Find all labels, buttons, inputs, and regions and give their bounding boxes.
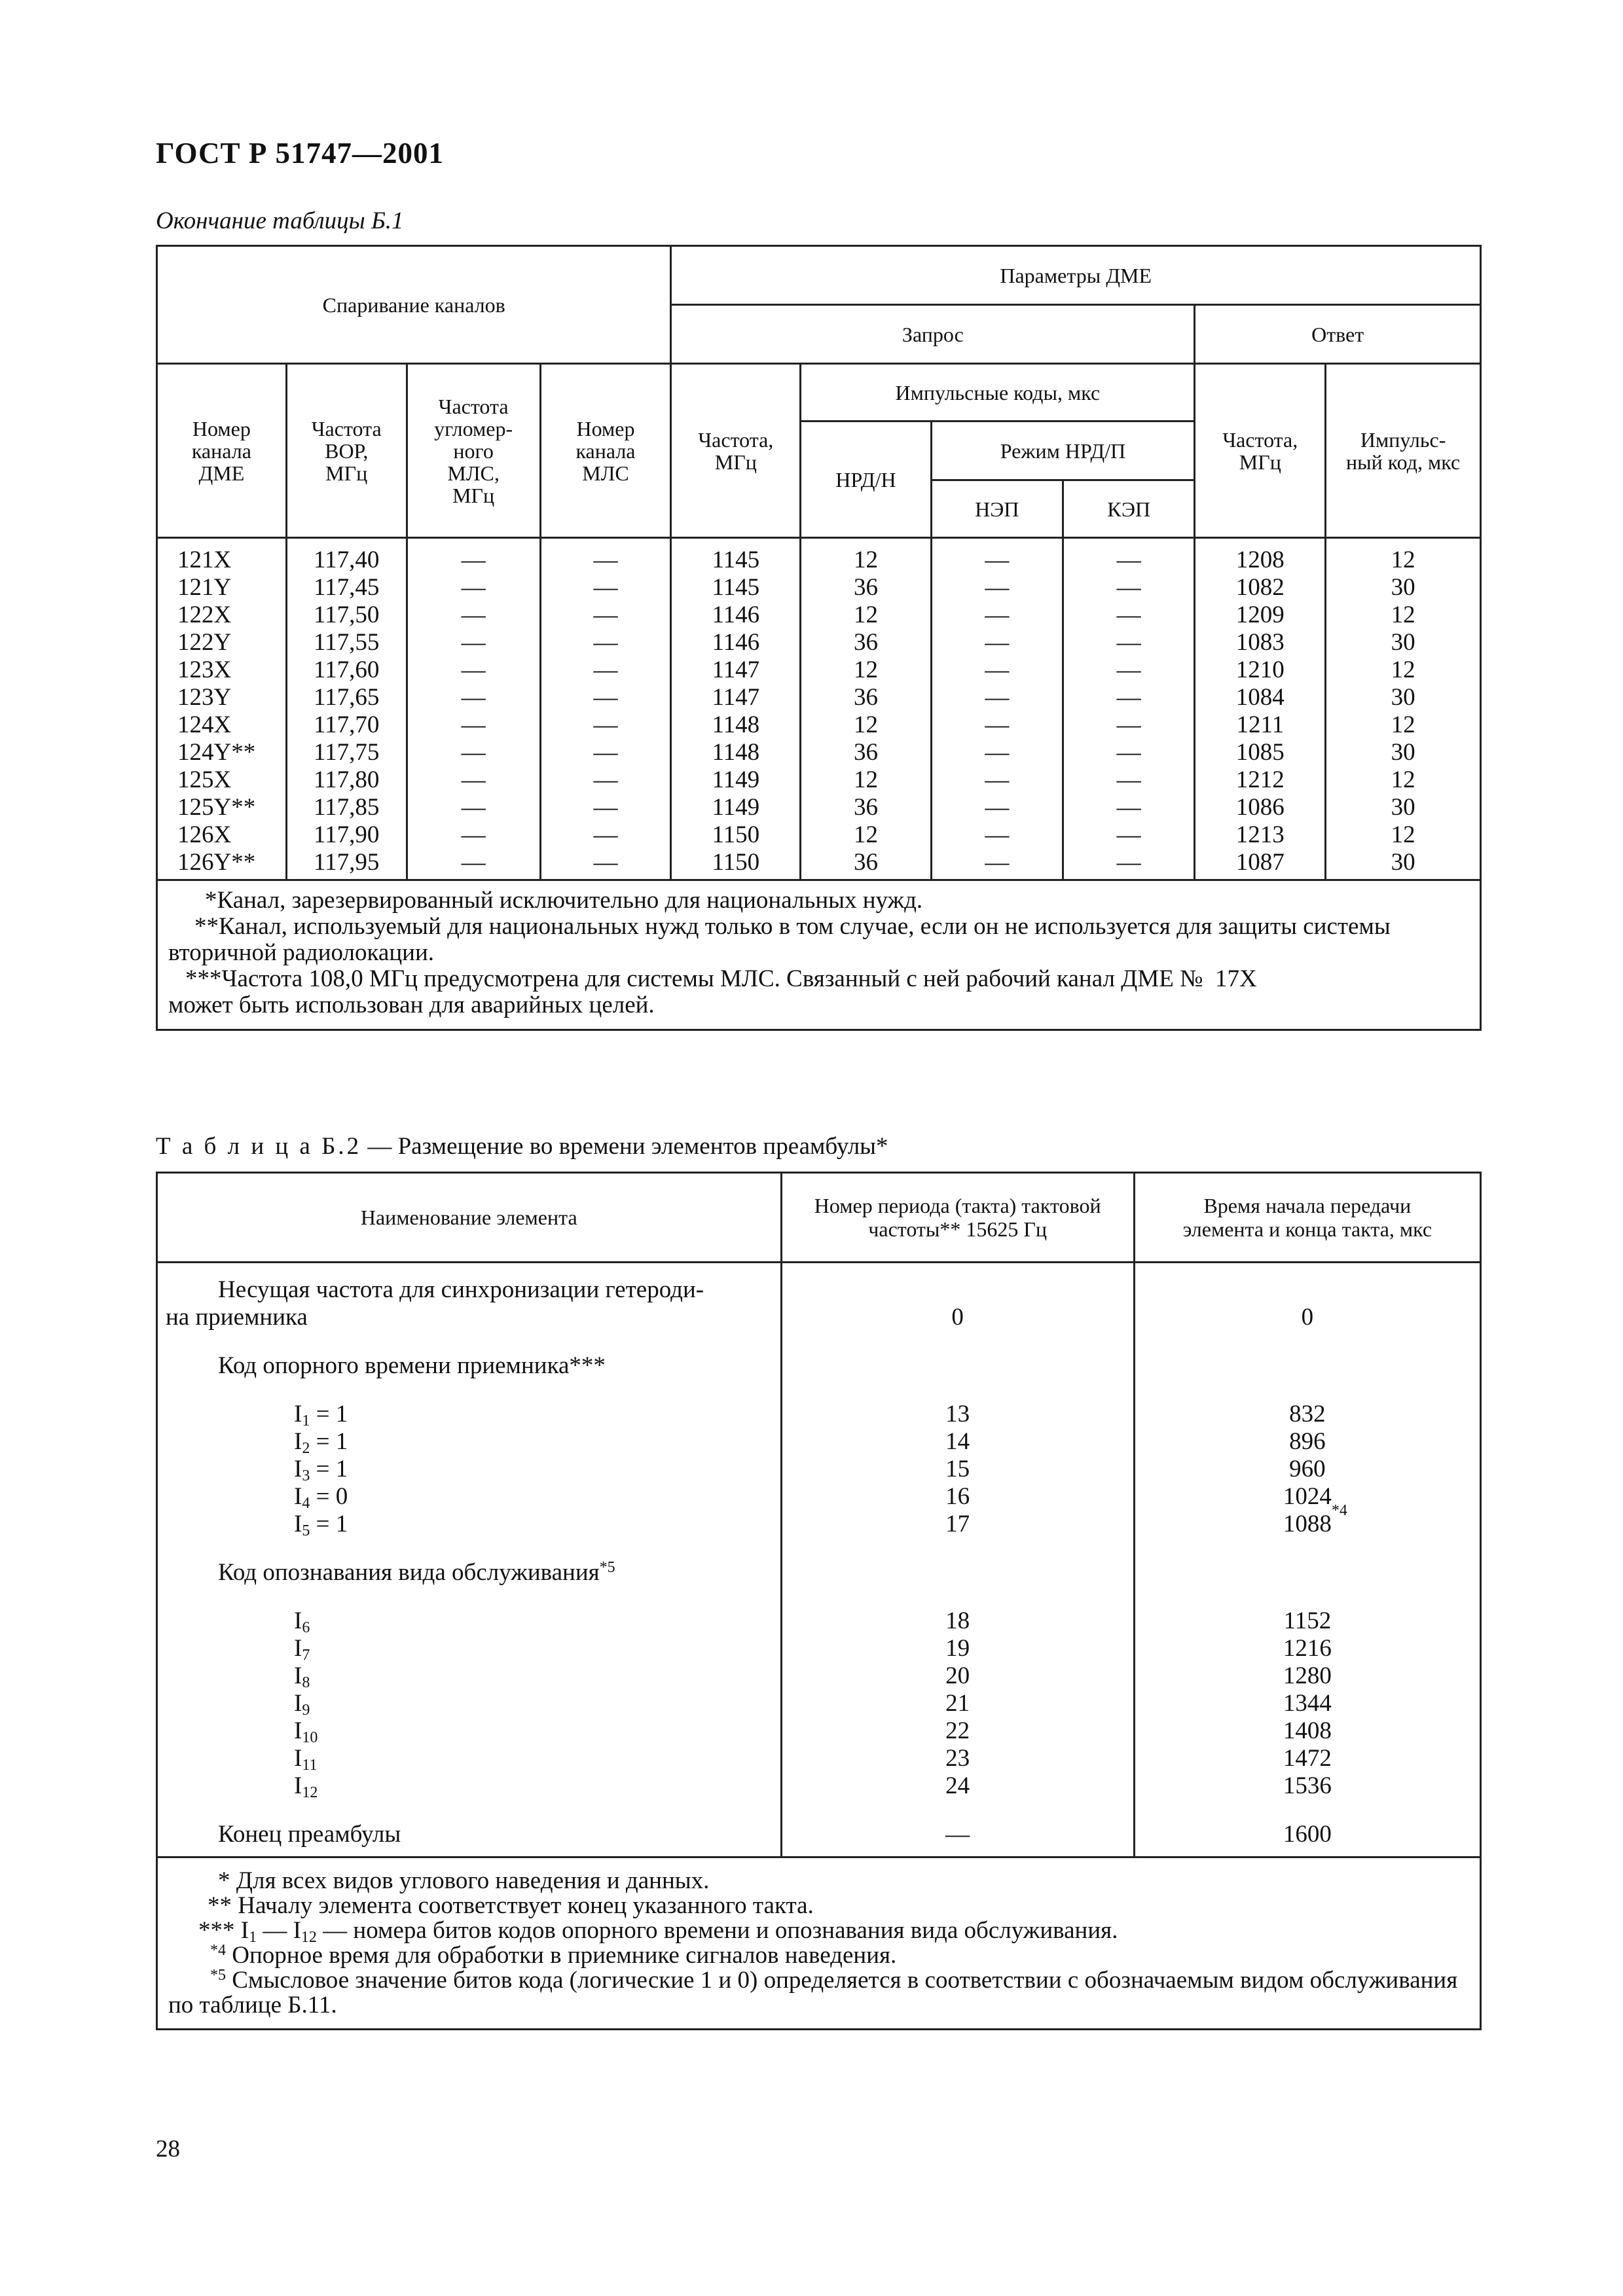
bit-index: 1	[302, 1412, 310, 1429]
table1-dme-channels	[156, 245, 1482, 1031]
cell: 117,60	[314, 656, 380, 683]
ref-time-value: 832	[1289, 1401, 1326, 1427]
table2-preamble-timing	[156, 1172, 1482, 2030]
cell: 124X	[177, 711, 232, 738]
note-2: **Канал, используемый для национальных нужд только в том случае, если он не используется для защиты системы вторичной радиолокации.	[168, 913, 1391, 966]
cell: 1213	[1235, 821, 1285, 848]
cell: 1146	[712, 629, 760, 656]
cell: 1149	[712, 794, 760, 821]
cell: —	[985, 574, 1010, 601]
bit-letter: I	[294, 1511, 302, 1537]
cell: 12	[853, 656, 878, 683]
cell: 12	[853, 547, 878, 573]
cell: 117,50	[314, 601, 380, 628]
header-mls-no: Номер канала МЛС	[540, 364, 671, 538]
ref-bit-2: $I_2 = 1$	[294, 1428, 348, 1457]
ref-period: 14	[945, 1428, 970, 1455]
header-nrd-n: НРД/Н	[801, 422, 931, 538]
cell: 12	[1391, 601, 1415, 628]
col-req-freq	[671, 538, 801, 880]
cell: —	[985, 629, 1010, 656]
cell: 36	[853, 574, 878, 601]
service-period: 21	[945, 1690, 970, 1717]
cell: 1083	[1235, 629, 1285, 656]
cell: 30	[1391, 684, 1415, 711]
cell: 117,95	[314, 849, 380, 876]
header-req-freq: Частота, МГц	[671, 364, 801, 538]
service-time: 1536	[1283, 1772, 1332, 1799]
ref-period: 16	[945, 1483, 970, 1510]
cell: —	[461, 766, 486, 793]
table2-caption-text: — Размещение во времени элементов преамбулы*	[361, 1133, 888, 1160]
col-vor-freq	[286, 538, 407, 880]
cell: 12	[853, 601, 878, 628]
cell: —	[985, 766, 1010, 793]
bit-letter: I	[294, 1483, 302, 1510]
service-time: 1280	[1283, 1662, 1332, 1689]
cell: —	[985, 794, 1010, 821]
cell: —	[593, 739, 618, 766]
cell: 30	[1391, 794, 1415, 821]
header-resp-code: Импульс- ный код, мкс	[1326, 364, 1481, 538]
bit-index: 9	[302, 1702, 310, 1719]
carrier-line2: на приемника	[166, 1304, 308, 1331]
note-3-cont: может быть использован для аварийных целей.	[168, 992, 655, 1018]
cell: 117,55	[314, 629, 380, 656]
cell: 36	[853, 629, 878, 656]
cell: 1210	[1235, 656, 1285, 683]
cell: —	[461, 684, 486, 711]
cell: 122Y	[177, 629, 232, 656]
service-bit-10	[166, 1717, 770, 1745]
bit-index: 2	[302, 1440, 310, 1457]
col-dme-channel	[157, 538, 287, 880]
cell: 12	[1391, 656, 1415, 683]
cell: 12	[1391, 821, 1415, 848]
cell: —	[593, 684, 618, 711]
bit-letter: I	[294, 1428, 302, 1455]
table1-body-row	[157, 538, 1481, 880]
note-1: *Канал, зарезервированный исключительно для национальных нужд.	[205, 887, 923, 914]
service-period: 23	[945, 1745, 970, 1772]
cell: —	[593, 656, 618, 683]
service-code-times	[1135, 1607, 1480, 1800]
service-bit-9	[166, 1690, 770, 1717]
cell: 117,40	[314, 547, 380, 573]
cell: 126X	[177, 821, 232, 848]
cell: —	[985, 821, 1010, 848]
cell: 12	[853, 821, 878, 848]
note-3-text: ***Частота 108,0 МГц предусмотрена для системы МЛС. Связанный с ней рабочий канал ДМЕ №	[185, 965, 1203, 992]
service-time: 1216	[1283, 1635, 1332, 1662]
t2-note-3: *** $I_1$ — $I_{12}$ — номера битов кодов опорного времени и опознавания вида обслуживания.	[198, 1917, 1118, 1946]
header-element-name: Наименование элемента	[157, 1173, 782, 1263]
cell: —	[985, 849, 1010, 876]
cell: 117,80	[314, 766, 380, 793]
cell: 1147	[712, 656, 760, 683]
ref-time-value: 1024	[1283, 1483, 1332, 1510]
cell: 1146	[712, 601, 760, 628]
header-angle-freq: Частота угломер- ного МЛС, МГц	[407, 364, 540, 538]
bit-value: 1	[335, 1428, 348, 1455]
cell: 1150	[712, 849, 760, 876]
bit-index: 4	[302, 1495, 310, 1512]
service-bit-6	[166, 1607, 770, 1635]
page-number: 28	[156, 2136, 180, 2162]
t2-note-2: ** Началу элемента соответствует конец указанного такта.	[208, 1892, 814, 1919]
ref-period: 15	[945, 1456, 970, 1482]
ref-bit-5: $I_5 = 1$	[294, 1511, 348, 1539]
ref-period: 17	[945, 1511, 970, 1537]
cell: 1209	[1235, 601, 1285, 628]
cell: —	[1116, 821, 1141, 848]
cell: 1211	[1236, 711, 1285, 738]
start-times	[1134, 1263, 1480, 1857]
bit-index: 5	[302, 1522, 310, 1539]
header-response: Ответ	[1195, 305, 1481, 364]
end-period: —	[945, 1821, 970, 1848]
col-resp-freq	[1195, 538, 1326, 880]
ref-bit-1: $I_1 = 1$	[294, 1401, 348, 1429]
cell: 121X	[177, 547, 232, 573]
bit-letter: I	[294, 1635, 302, 1662]
t2-note-5: $^{*5}$ Смысловое значение битов кода (логические 1 и 0) определяется в соответствии с обозначаемым видом обслуживания по таблице Б.11.	[168, 1967, 1458, 2018]
period-numbers	[781, 1263, 1134, 1857]
t2-note-4: $^{*4}$ Опорное время для обработки в приемнике сигналов наведения.	[210, 1942, 897, 1969]
ref-code-periods	[782, 1401, 1133, 1538]
cell: 122X	[177, 601, 232, 628]
cell: 30	[1391, 574, 1415, 601]
bit-value: 0	[335, 1483, 348, 1510]
ref-bit-4: $I_4 = 0$	[294, 1483, 348, 1512]
cell: 36	[853, 794, 878, 821]
bit-index: 7	[302, 1647, 310, 1664]
table2-caption	[156, 1132, 888, 1160]
bit-letter: I	[294, 1772, 302, 1799]
cell: 12	[853, 766, 878, 793]
service-period: 24	[945, 1772, 970, 1799]
header-nrd-p-mode: Режим НРД/П	[931, 422, 1195, 480]
cell: —	[1116, 794, 1141, 821]
ref-time: 1088 *4	[1283, 1502, 1347, 1537]
note-3	[168, 966, 1469, 992]
service-time: 1408	[1283, 1717, 1332, 1744]
bit-index: 12	[302, 1784, 318, 1801]
col-kep	[1063, 538, 1195, 880]
cell: —	[461, 547, 486, 573]
cell: 1149	[712, 766, 760, 793]
service-code-periods	[782, 1607, 1133, 1800]
cell: —	[593, 821, 618, 848]
note-3-channel: 17X	[1214, 965, 1257, 992]
cell: —	[1116, 601, 1141, 628]
bit-letter: I	[294, 1607, 302, 1634]
cell: 36	[853, 849, 878, 876]
service-bit-12	[166, 1772, 770, 1800]
cell: —	[593, 766, 618, 793]
carrier-line1: Несущая частота для синхронизации гетероди-	[218, 1276, 704, 1303]
document-header: ГОСТ Р 51747—2001	[156, 137, 445, 170]
cell: 125X	[177, 766, 232, 793]
cell: 1150	[712, 821, 760, 848]
bit-index: 11	[302, 1757, 318, 1774]
col-mls-channel	[540, 538, 671, 880]
ref-time	[1135, 1456, 1480, 1483]
cell: —	[593, 629, 618, 656]
service-code-title: Код опознавания вида обслуживания$^{*5}$	[218, 1559, 615, 1586]
cell: 36	[853, 739, 878, 766]
cell: 1084	[1235, 684, 1285, 711]
table2-notes	[157, 1857, 1481, 2030]
cell: —	[593, 794, 618, 821]
ref-time-value: 896	[1289, 1428, 1326, 1455]
service-time: 1152	[1283, 1607, 1332, 1634]
cell: 126Y**	[177, 849, 256, 876]
ref-bit-3: $I_3 = 1$	[294, 1456, 348, 1484]
cell: 117,85	[314, 794, 380, 821]
cell: —	[1116, 849, 1141, 876]
service-bit-8	[166, 1662, 770, 1690]
service-period: 20	[945, 1662, 970, 1689]
end-time: 1600	[1283, 1821, 1332, 1848]
table2-caption-label: Т а б л и ц а Б.2	[156, 1133, 362, 1160]
cell: —	[1116, 629, 1141, 656]
table1-caption: Окончание таблицы Б.1	[156, 207, 404, 234]
cell: —	[985, 601, 1010, 628]
bit-letter: I	[294, 1717, 302, 1744]
cell: —	[1116, 684, 1141, 711]
cell: —	[461, 656, 486, 683]
service-time: 1472	[1283, 1745, 1332, 1772]
carrier-time: 0	[1301, 1304, 1314, 1331]
cell: —	[593, 547, 618, 573]
ref-time	[1135, 1401, 1480, 1428]
cell: —	[985, 711, 1010, 738]
service-code-bits	[166, 1607, 770, 1800]
cell: 12	[1391, 711, 1415, 738]
col-resp-code	[1326, 538, 1481, 880]
bit-index: 10	[302, 1729, 318, 1746]
cell: —	[461, 601, 486, 628]
header-pulse-codes: Импульсные коды, мкс	[801, 364, 1195, 422]
cell: 1148	[712, 711, 760, 738]
cell: —	[593, 574, 618, 601]
carrier-period: 0	[951, 1304, 964, 1331]
bit-index: 6	[302, 1619, 310, 1636]
ref-time-value: 1088	[1283, 1511, 1332, 1537]
service-bit-11	[166, 1745, 770, 1772]
header-kep: КЭП	[1063, 480, 1195, 538]
cell: 1212	[1235, 766, 1285, 793]
service-period: 19	[945, 1635, 970, 1662]
ref-time	[1135, 1428, 1480, 1456]
bit-letter: I	[294, 1662, 302, 1689]
preamble-end-label: Конец преамбулы	[218, 1821, 401, 1848]
cell: 124Y**	[177, 739, 256, 766]
service-bit-7	[166, 1635, 770, 1662]
cell: 1082	[1235, 574, 1285, 601]
cell: 12	[1391, 547, 1415, 573]
header-request: Запрос	[671, 305, 1195, 364]
cell: 1148	[712, 739, 760, 766]
cell: 117,90	[314, 821, 380, 848]
cell: —	[985, 656, 1010, 683]
cell: 123Y	[177, 684, 232, 711]
header-nep: НЭП	[931, 480, 1063, 538]
cell: —	[461, 821, 486, 848]
cell: 30	[1391, 849, 1415, 876]
table1-notes	[157, 880, 1481, 1030]
service-period: 18	[945, 1607, 970, 1634]
cell: 1145	[712, 547, 760, 573]
cell: 117,75	[314, 739, 380, 766]
cell: 123X	[177, 656, 232, 683]
bit-letter: I	[294, 1745, 302, 1772]
ref-code-title: Код опорного времени приемника***	[218, 1352, 606, 1379]
cell: —	[593, 711, 618, 738]
cell: —	[593, 849, 618, 876]
cell: 117,45	[314, 574, 380, 601]
col-angle-freq	[407, 538, 540, 880]
cell: 30	[1391, 739, 1415, 766]
header-pairing: Спаривание каналов	[157, 246, 671, 364]
cell: —	[1116, 574, 1141, 601]
cell: —	[461, 794, 486, 821]
cell: —	[1116, 766, 1141, 793]
cell: 36	[853, 684, 878, 711]
service-time: 1344	[1283, 1690, 1332, 1717]
cell: 1085	[1235, 739, 1285, 766]
bit-index: 3	[302, 1467, 310, 1484]
cell: 1208	[1235, 547, 1285, 573]
bit-value: 1	[335, 1401, 348, 1427]
cell: 1145	[712, 574, 760, 601]
cell: 30	[1391, 629, 1415, 656]
cell: —	[985, 547, 1010, 573]
ref-code-bits	[166, 1401, 770, 1538]
col-nep	[931, 538, 1063, 880]
cell: 117,65	[314, 684, 380, 711]
cell: 1086	[1235, 794, 1285, 821]
element-names	[157, 1263, 782, 1857]
cell: 125Y**	[177, 794, 256, 821]
cell: —	[1116, 656, 1141, 683]
cell: —	[461, 574, 486, 601]
service-period: 22	[945, 1717, 970, 1744]
bit-index: 8	[302, 1674, 310, 1691]
cell: —	[461, 711, 486, 738]
cell: —	[461, 629, 486, 656]
cell: —	[985, 739, 1010, 766]
cell: —	[461, 739, 486, 766]
cell: —	[593, 601, 618, 628]
cell: —	[1116, 711, 1141, 738]
bit-letter: I	[294, 1401, 302, 1427]
ref-time	[1135, 1483, 1480, 1511]
col-nrd-n	[801, 538, 931, 880]
ref-code-times	[1135, 1401, 1480, 1538]
bit-value: 1	[335, 1456, 348, 1482]
bit-letter: I	[294, 1690, 302, 1717]
header-resp-freq: Частота, МГц	[1195, 364, 1326, 538]
cell: 12	[1391, 766, 1415, 793]
cell: 121Y	[177, 574, 232, 601]
cell: 117,70	[314, 711, 380, 738]
cell: —	[985, 684, 1010, 711]
cell: 12	[853, 711, 878, 738]
header-dme-no: Номер канала ДМЕ	[157, 364, 287, 538]
cell: 1147	[712, 684, 760, 711]
cell: —	[461, 849, 486, 876]
header-vor-freq: Частота ВОР, МГц	[286, 364, 407, 538]
ref-time-value: 960	[1289, 1456, 1326, 1482]
header-start-time: Время начала передачи элемента и конца такта, мкс	[1134, 1173, 1480, 1263]
cell: 1087	[1235, 849, 1285, 876]
t2-note-1: * Для всех видов углового наведения и данных.	[218, 1867, 710, 1894]
header-dme-params: Параметры ДМЕ	[671, 246, 1481, 305]
header-period: Номер периода (такта) тактовой частоты** 15625 Гц	[781, 1173, 1134, 1263]
ref-period: 13	[945, 1401, 970, 1427]
bit-letter: I	[294, 1456, 302, 1482]
cell: —	[1116, 547, 1141, 573]
cell: —	[1116, 739, 1141, 766]
bit-value: 1	[335, 1511, 348, 1537]
